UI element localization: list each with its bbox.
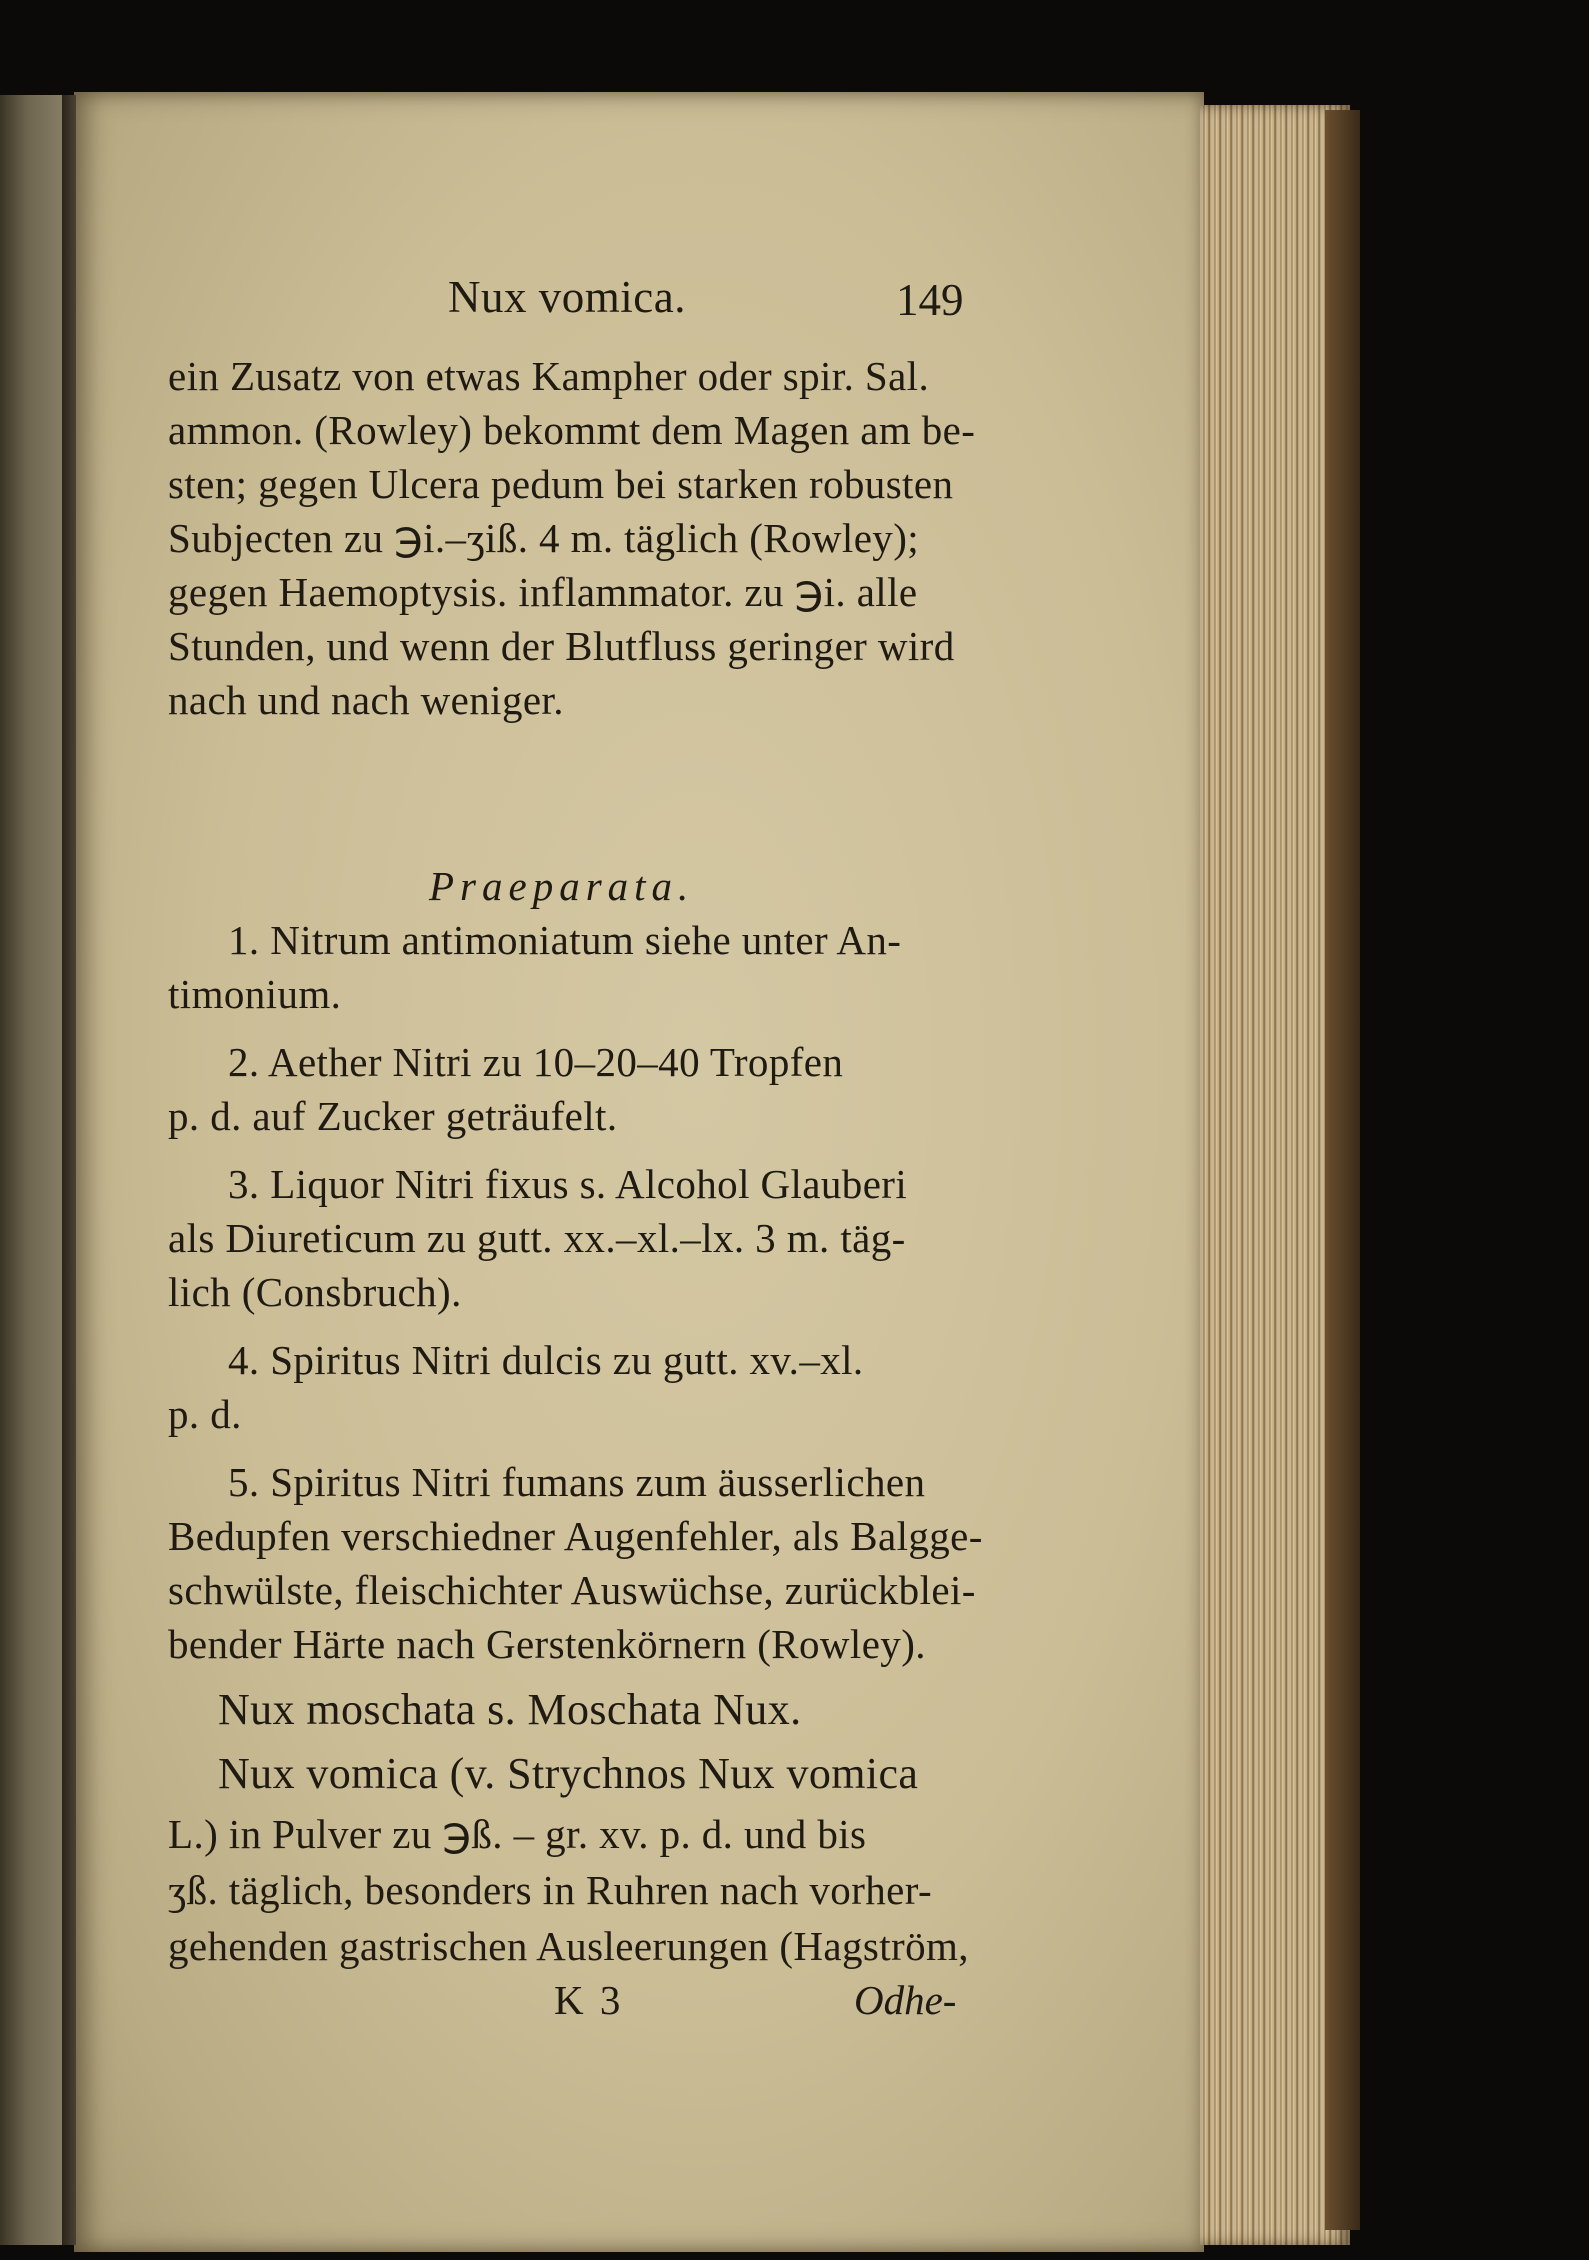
praeparata-line: 2. Aether Nitri zu 10–20–40 Tropfen	[228, 1039, 844, 1085]
signature-mark: K 3	[554, 1977, 624, 2023]
praeparata-line: 1. Nitrum antimoniatum siehe unter An-	[228, 917, 902, 963]
book-page	[74, 92, 1204, 2252]
binding-edge	[1325, 110, 1360, 2230]
entry-line: gehenden gastrischen Ausleerungen (Hagström,	[168, 1923, 969, 1969]
praeparata-line: p. d.	[168, 1391, 242, 1437]
praeparata-line: bender Härte nach Gerstenkörnern (Rowley).	[168, 1621, 926, 1667]
praeparata-line: 3. Liquor Nitri fixus s. Alcohol Glauberi	[228, 1161, 908, 1207]
entry-line: Nux moschata s. Moschata Nux.	[218, 1685, 802, 1734]
body-line: ammon. (Rowley) bekommt dem Magen am be-	[168, 407, 976, 453]
praeparata-line: als Diureticum zu gutt. xx.–xl.–lx. 3 m. täg-	[168, 1215, 906, 1261]
praeparata-line: Bedupfen verschiedner Augenfehler, als Balgge-	[168, 1513, 983, 1559]
praeparata-line: timonium.	[168, 971, 342, 1017]
body-line: sten; gegen Ulcera pedum bei starken robusten	[168, 461, 954, 507]
body-line: nach und nach weniger.	[168, 677, 564, 723]
body-line: ein Zusatz von etwas Kampher oder spir. Sal.	[168, 353, 930, 399]
catchword: Odhe-	[854, 1977, 957, 2023]
body-line: Stunden, und wenn der Blutfluss geringer wird	[168, 623, 955, 669]
section-heading: Praeparata.	[429, 863, 695, 909]
praeparata-line: 4. Spiritus Nitri dulcis zu gutt. xv.–xl.	[228, 1337, 864, 1383]
body-line: Subjecten zu ℈i.–ʒiß. 4 m. täglich (Rowley);	[168, 515, 920, 561]
praeparata-line: p. d. auf Zucker geträufelt.	[168, 1093, 618, 1139]
page-text	[74, 92, 1204, 2252]
running-header: Nux vomica.	[448, 272, 686, 322]
entry-line: L.) in Pulver zu ℈ß. – gr. xv. p. d. und bis	[168, 1811, 867, 1857]
entry-line: Nux vomica (v. Strychnos Nux vomica	[218, 1749, 919, 1798]
body-line: gegen Haemoptysis. inflammator. zu ℈i. alle	[168, 569, 918, 615]
praeparata-line: 5. Spiritus Nitri fumans zum äusserlichen	[228, 1459, 926, 1505]
previous-page-edge	[0, 95, 70, 2245]
page-number: 149	[896, 275, 964, 325]
entry-line: ʒß. täglich, besonders in Ruhren nach vorher-	[168, 1867, 933, 1913]
praeparata-line: schwülste, fleischichter Auswüchse, zurückblei-	[168, 1567, 976, 1613]
gutter-shadow	[62, 95, 76, 2245]
praeparata-line: lich (Consbruch).	[168, 1269, 462, 1315]
